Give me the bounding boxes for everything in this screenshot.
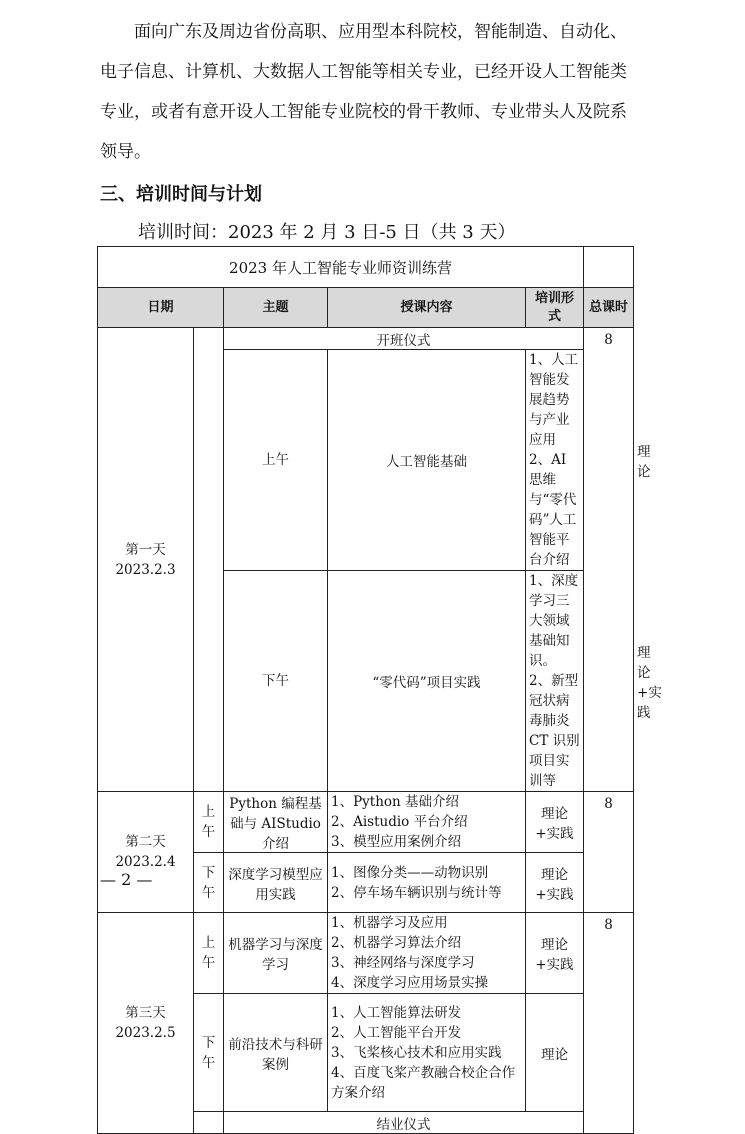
total-hours: 8 [584, 913, 634, 1134]
period-cell: 下午 [224, 571, 328, 792]
intro-line-4: 领导。 [100, 142, 151, 162]
format-cell: 理论+实践 [526, 913, 584, 994]
content-cell: 1、图像分类——动物识别 2、停车场车辆识别与统计等 [328, 853, 526, 913]
day-label: 第三天 [125, 1005, 166, 1021]
day-date: 2023.2.4 [115, 854, 176, 870]
section-heading: 三、培训时间与计划 [100, 184, 262, 205]
period-cell: 下午 [194, 853, 224, 913]
header-hours: 总课时 [584, 288, 634, 328]
header-format: 培训形式 [526, 288, 584, 328]
intro-paragraph [100, 12, 655, 172]
blank-cell [194, 328, 224, 792]
topic-cell: 深度学习模型应用实践 [224, 853, 328, 913]
format-cell: 理论 [526, 994, 584, 1112]
closing-ceremony: 结业仪式 [224, 1112, 584, 1134]
table-title-blank [584, 247, 634, 288]
day-date: 2023.2.3 [115, 561, 176, 578]
day-date: 2023.2.5 [115, 1025, 176, 1041]
content-cell: 1、人工智能算法研发 2、人工智能平台开发 3、飞桨核心技术和应用实践 4、百度飞桨产教融合校企合作方案介绍 [328, 994, 526, 1112]
table-row: 上午 人工智能基础 1、人工智能发展趋势与产业应用 2、AI 思维与“零代码”人工智能平台介绍 理论 [98, 350, 634, 571]
content-cell: 1、人工智能发展趋势与产业应用 2、AI 思维与“零代码”人工智能平台介绍 [526, 350, 584, 571]
day-cell [98, 792, 194, 913]
format-cell: 理论+实践 [526, 792, 584, 853]
topic-cell: “零代码”项目实践 [328, 571, 526, 792]
topic-cell: Python 编程基础与 AIStudio 介绍 [224, 792, 328, 853]
table-header-row [98, 288, 634, 328]
intro-line-3: 专业，或者有意开设人工智能专业院校的骨干教师、专业带头人及院系 [100, 102, 627, 122]
training-time: 培训时间：2023 年 2 月 3 日-5 日（共 3 天） [138, 222, 516, 243]
intro-line-1: 面向广东及周边省份高职、应用型本科院校，智能制造、自动化、 [134, 22, 627, 42]
day-label: 第一天 [125, 541, 166, 558]
table-row [98, 792, 634, 853]
training-schedule-table [97, 246, 662, 1134]
content-cell: 1、Python 基础介绍 2、Aistudio 平台介绍 3、模型应用案例介绍 [328, 792, 526, 853]
table-row [98, 328, 634, 350]
day-cell [98, 328, 194, 792]
header-topic: 主题 [224, 288, 328, 328]
period-cell: 上午 [224, 350, 328, 571]
intro-line-2: 电子信息、计算机、大数据人工智能等相关专业，已经开设人工智能类 [100, 62, 627, 82]
table-title: 2023 年人工智能专业师资训练营 [98, 247, 584, 288]
opening-ceremony: 开班仪式 [224, 328, 584, 350]
page-number: — 2 — [100, 870, 153, 889]
table-row [98, 913, 634, 994]
content-cell: 1、机器学习及应用 2、机器学习算法介绍 3、神经网络与深度学习 4、深度学习应用场景实操 [328, 913, 526, 994]
header-content: 授课内容 [328, 288, 526, 328]
header-date: 日期 [98, 288, 224, 328]
content-cell: 1、深度学习三大领域基础知识。 2、新型冠状病毒肺炎 CT 识别项目实训等 [526, 571, 584, 792]
table-title-row [98, 247, 634, 288]
format-cell: 理论+实践 [526, 853, 584, 913]
topic-cell: 人工智能基础 [328, 350, 526, 571]
blank-cell [194, 1112, 224, 1134]
period-cell: 上午 [194, 913, 224, 994]
day-label: 第二天 [125, 834, 166, 850]
total-hours: 8 [584, 328, 634, 792]
period-cell: 上午 [194, 792, 224, 853]
period-cell: 下午 [194, 994, 224, 1112]
day-cell [98, 913, 194, 1134]
table-row: 下午 “零代码”项目实践 1、深度学习三大领域基础知识。 2、新型冠状病毒肺炎 CT 识别项目实训等 理论+实践 [98, 571, 634, 792]
topic-cell: 前沿技术与科研案例 [224, 994, 328, 1112]
total-hours: 8 [584, 792, 634, 913]
topic-cell: 机器学习与深度学习 [224, 913, 328, 994]
